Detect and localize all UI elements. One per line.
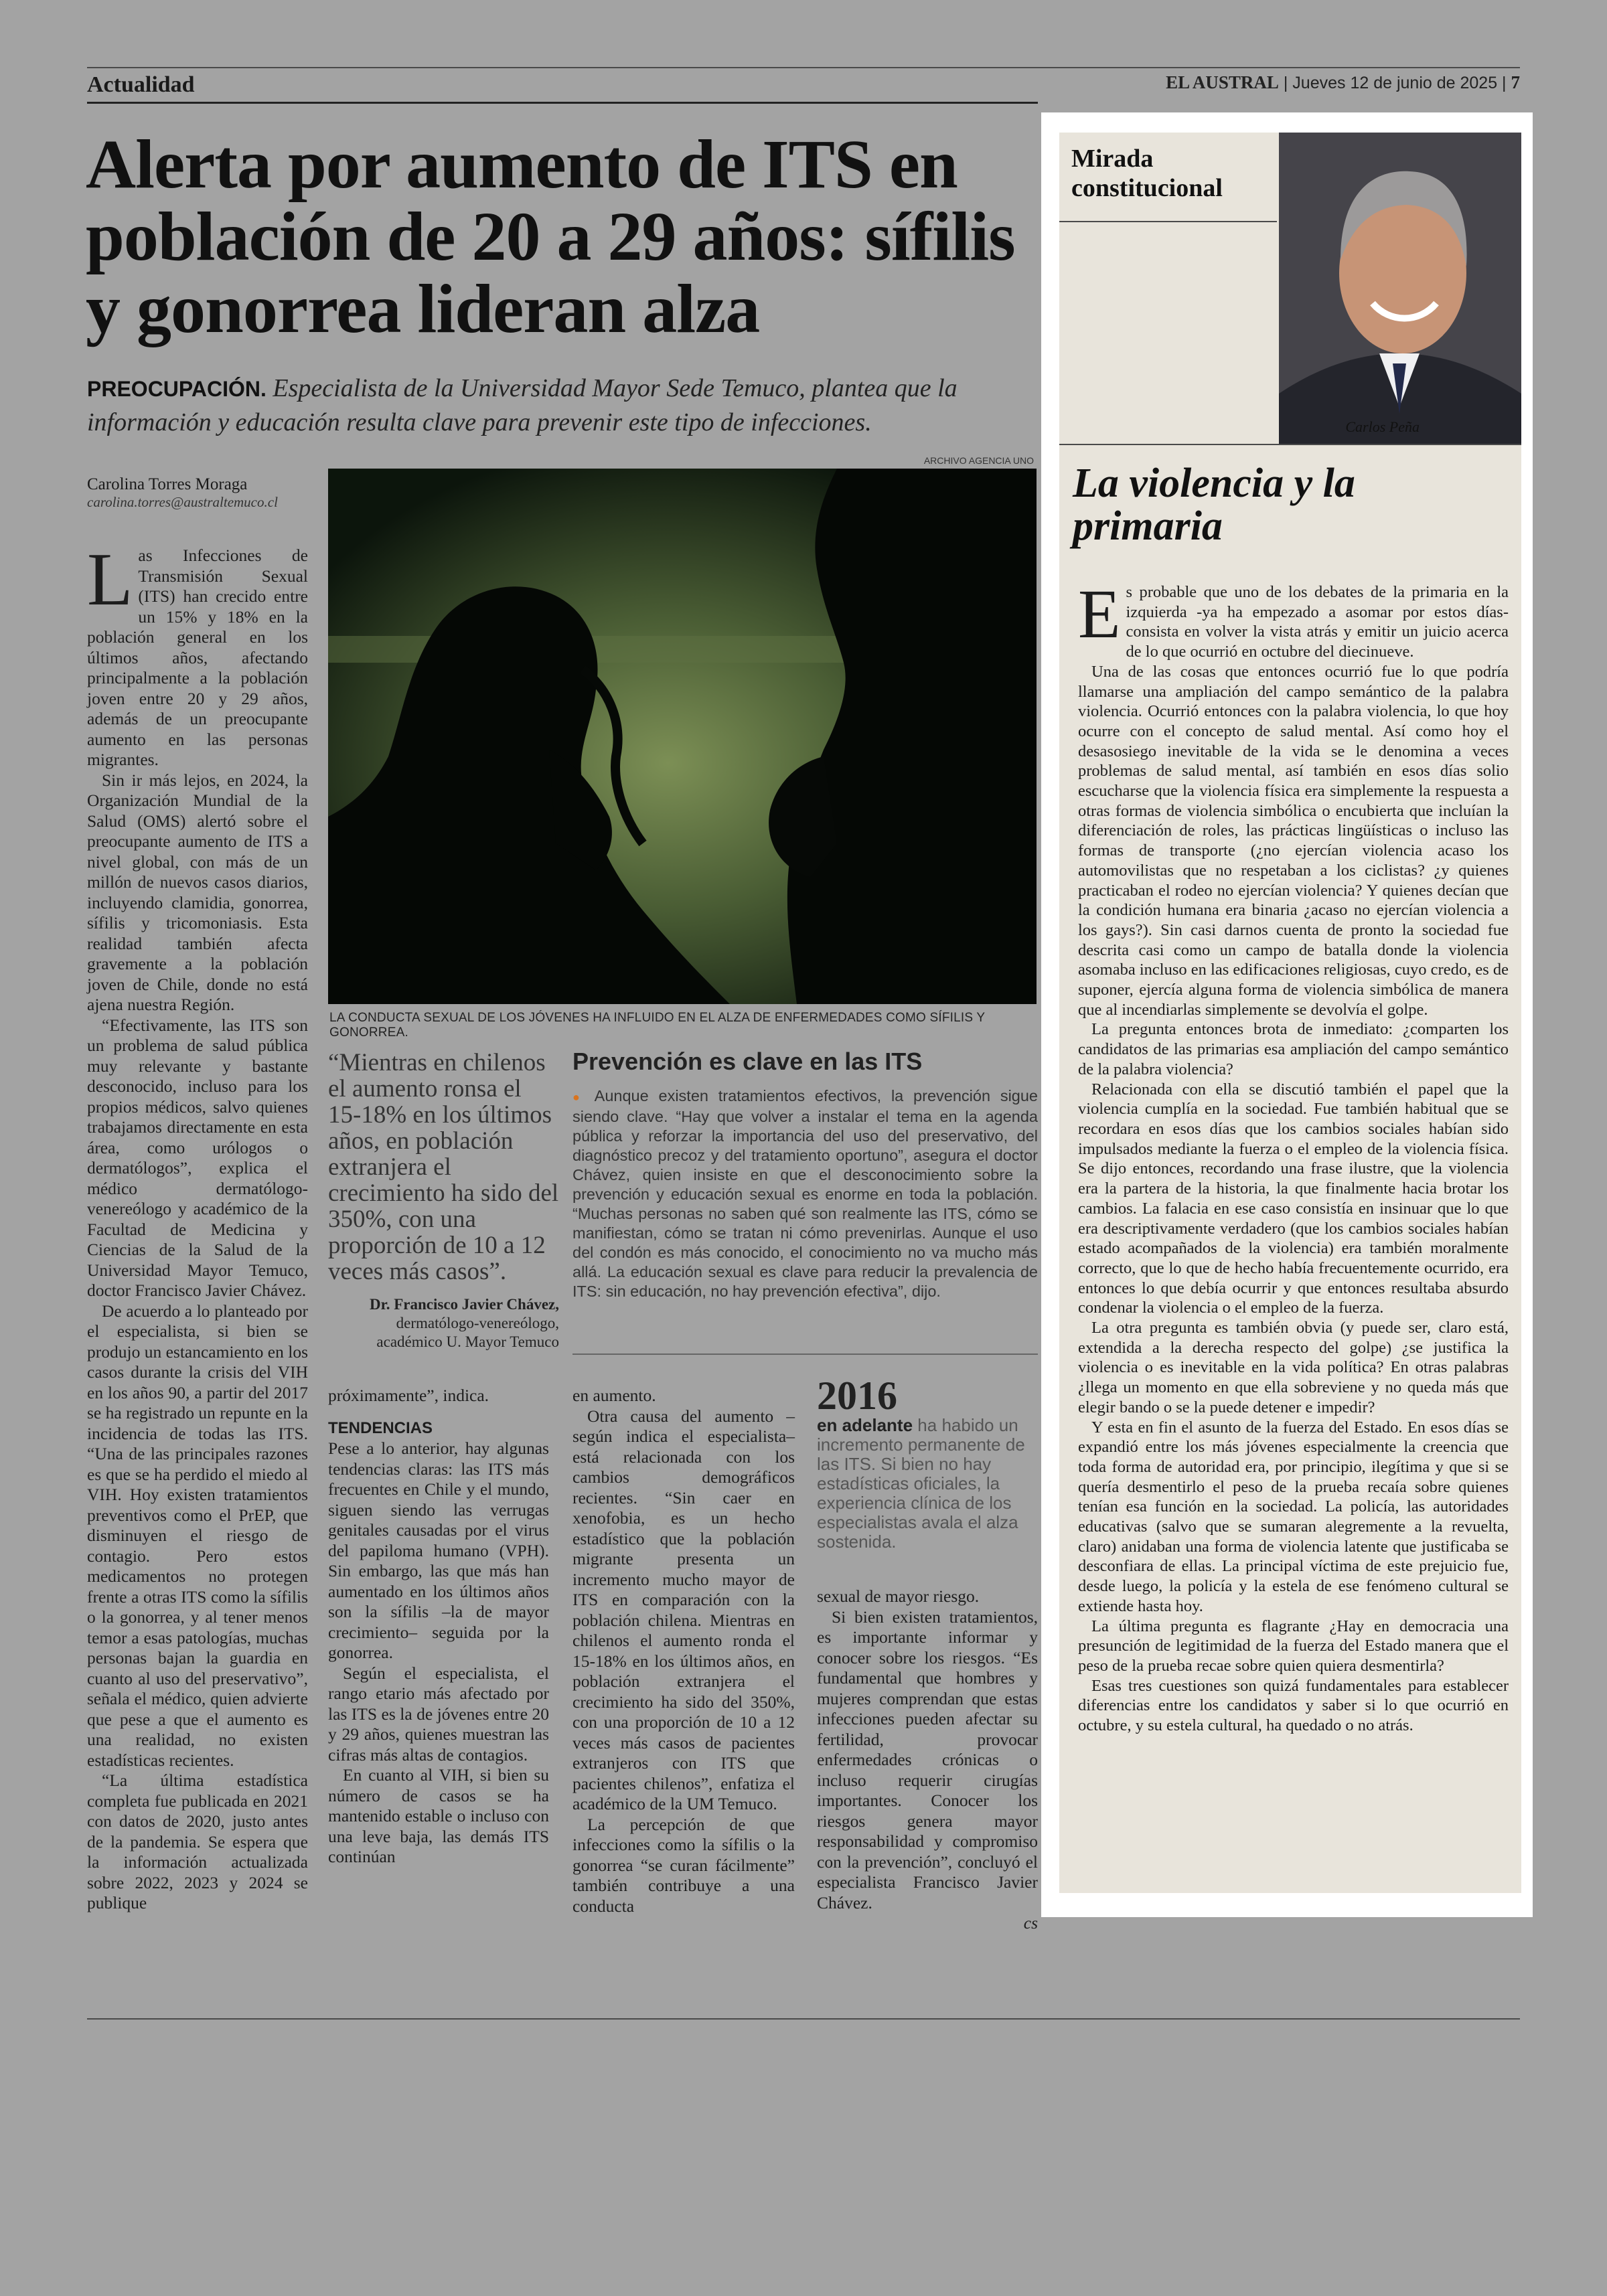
top-rule [87,67,1520,68]
sidebar-rule [1059,444,1521,445]
article-paragraph: “Efectivamente, las ITS son un problema de salud pública muy relevante y bastante desconocido, incluso para los propios médicos, salvo quienes trabajamos directamente en esta área, como urólogos o dermatólogos”, explica el médico dermatólogo-venereólogo y académico de la Facultad de Medicina y Ciencias de la Salud de la Universidad Mayor Temuco, doctor Francisco Javier Chávez. [87,1015,308,1300]
deck-kicker: PREOCUPACIÓN. [87,377,266,401]
header-rule [87,102,1038,104]
article-paragraph: En cuanto al VIH, si bien su número de casos se ha mantenido estable o incluso con una leve baja, las demás ITS continúan [328,1765,549,1866]
opinion-paragraph: La pregunta entonces brota de inmediato: ¿comparten los candidatos de las primarias esa ampliación del campo semántico de la palabra violencia? [1078,1020,1509,1078]
stat-text: en adelante ha habido un incremento permanente de las ITS. Si bien no hay estadísticas oficiales, la experiencia clínica de los especialistas avala el alza sostenida. [817,1415,1025,1552]
pull-quote-attribution [328,1295,559,1351]
prevention-box [572,1048,1038,1301]
opinion-paragraph: Relacionada con ella se discutió también el papel que la violencia cumplía en la sociedad. Fue también habitual que se recordara en esos días que los cambios sociales habían sido impulsados mediante la fuerza o el empleo de la violencia física. Se dijo entonces, recordando una frase ilustre, que la violencia era la partera de la historia, la que finalmente hacia brotar los cambios. La falacia en ese caso consistía en insinuar que lo que era descriptivamente verdadero (que los cambios sociales habían estado acompañados de la violencia) era también moralmente correcto, que lo que de hecho había frecuentemente ocurrido, era entonces lo que debía ocurrir y que entonces resultaba absurdo condenar la violencia o el empleo de la fuerza. [1078,1080,1509,1317]
article-paragraph: De acuerdo a lo planteado por el especialista, si bien se produjo un estancamiento en los casos durante la crisis del VIH en los años 90, a partir del 2017 se ha registrado un repunte en la incidencia de todas las ITS. “Una de las principales razones es que se ha perdido el miedo al VIH. Hoy existen tratamientos preventivos como el PrEP, que disminuyen el riesgo de contagio. Pero estos medicamentos no protegen frente a otras ITS como la sífilis o la gonorrea, y al tener menos temor a esas patologías, muchas personas bajan la guardia en cuanto al uso del preservativo”, señala el médico, quien advierte que pese a que el aumento es una realidad, no existen estadísticas recientes. [87,1301,309,1770]
pull-quote: “Mientras en chilenos el aumento ronsa el 15-18% en los últimos años, en población extranjera el crecimiento ha sido del 350%, con una proporción de 10 a 12 veces más casos”. [328,1049,559,1285]
label-rule [1059,221,1277,222]
column-label: Mirada constitucional [1071,145,1223,202]
article-column-4 [817,1586,1038,1934]
opinion-text [1078,576,1509,1736]
deck [87,372,1045,439]
box-title: Prevención es clave en las ITS [572,1048,923,1075]
masthead [1166,72,1520,93]
stat-box [817,1376,1038,1552]
end-mark: cs [1023,1913,1038,1933]
silhouette-photo [328,469,1037,1004]
section-label: Actualidad [87,72,195,97]
article-paragraph: sexual de mayor riesgo. [817,1586,980,1606]
article-column-2 [328,1386,549,1868]
opinion-paragraph: La otra pregunta es también obvia (y puede ser, claro está, extendida a la derecha respecto del golpe) ¿se justifica la violencia o es inevitable en la vida política? En otras palabras ¿llega un momento en que ella sobreviene y no queda más que elegir bando o se la puede detener e impedir? [1078,1319,1509,1416]
subhead: TENDENCIAS [328,1418,433,1437]
box-rule [572,1354,1038,1355]
portrait-illustration [1279,133,1521,444]
columnist-photo [1279,133,1521,444]
article-paragraph: Sin ir más lejos, en 2024, la Organización Mundial de la Salud (OMS) alertó sobre el preocupante aumento de ITS a nivel global, con más de un millón de nuevos casos diarios, incluyendo clamidia, gonorrea, sífilis y tricomoniasis. Esta realidad también afecta gravemente a la población joven de Chile, donde no está ajena nuestra Región. [87,770,308,1014]
paper-name: EL AUSTRAL [1166,72,1279,92]
opinion-paragraph: Esas tres cuestiones son quizá fundamentales para establecer diferencias entre los candidatos y saber si lo que ocurrió en octubre, y su estela cultural, ha quedado o no atrás. [1078,1676,1509,1735]
issue-date: | Jueves 12 de junio de 2025 | [1283,74,1507,92]
article-paragraph: Otra causa del aumento –según indica el especialista– está relacionada con los cambios demográficos recientes. “Sin caer en xenofobia, es un hecho estadístico que la población migrante presenta un incremento mucho mayor de ITS en comparación con la población chilena. Mientras en chilenos el aumento ronda el 15-18% en los últimos años, en población extranjera el crecimiento ha sido del 350%, con una proporción de 10 a 12 veces más casos de pacientes extranjeros con ITS que pacientes chilenos”, enfatiza el académico de la UM Temuco. [572,1406,795,1813]
article-column-3 [572,1386,795,1916]
article-paragraph: Según el especialista, el rango etario más afectado por las ITS es la de jóvenes entre 20 y 29 años, quienes muestran las cifras más altas de contagios. [328,1663,549,1765]
article-paragraph: La percepción de que infecciones como la sífilis o la gonorrea “se curan fácilmente” también contribuye a una conducta [572,1814,795,1916]
opinion-paragraph: Una de las cosas que entonces ocurrió fue lo que podría llamarse una ampliación del campo semántico de la palabra violencia. Ocurrió entonces con la palabra violencia, lo que hoy ocurre con el concepto de salud mental. Así como hoy el desasosiego inevitable de la vida se le denomina a veces problemas de salud mental, así también en esos días solio escucharse que la violencia física era simplemente la respuesta a otras formas de violencia simbólica o encubierta que incluían la diferenciación de roles, las prácticas lingüísticas o incluso las formas de transporte (¿no ejercían violencia acaso los automovilistas que no respetaban a los ciclistas? ¿y quienes practicaban el rodeo no ejercían violencia? Y quienes decían que la condición humana era binaria ¿acaso no ejercían violencia a los gays?). Sin casi darnos cuenta de pronto la sociedad fue descrita casi como un campo de batalla donde la violencia asomaba incluso en las edificaciones religiosas, cuyo credo, es de suponer, ejercía alguna forma de violencia simbólica de manera que al incendiarlas simplemente se devolvía el golpe. [1078,662,1509,1019]
photo-credit: ARCHIVO AGENCIA UNO [923,455,1034,466]
headline: Alerta por aumento de ITS en población de 20 a 29 años: sífilis y gonorrea lideran alza [86,126,1015,347]
author-name: Carolina Torres Moraga [87,475,248,493]
article-column-1 [87,538,309,1914]
page-number: 7 [1511,72,1520,92]
pull-quote-role: académico U. Mayor Temuco [376,1333,559,1350]
bottom-rule [87,2018,1520,2020]
article-paragraph: próximamente”, indica. [328,1386,489,1405]
columnist-name: Carlos Peña [1345,418,1420,435]
opinion-title: La violencia y la primaria [1073,461,1355,549]
box-text: ● Aunque existen tratamientos efectivos, la prevención sigue siendo clave. “Hay que volver a instalar el tema en la agenda pública y reforzar la importancia del uso del preservativo, del diagnóstico precoz y del tratamiento oportuno”, asegura el doctor Chávez, quien insiste en que el desconocimiento sobre la prevención y educación sexual es enorme en toda la población. “Muchas personas no saben qué son realmente las ITS, cómo se manifiestan, cómo se tratan ni cómo prevenirlas. Aunque el uso del condón es más conocido, el conocimiento no va mucho más allá. La educación sexual es clave para reducir la prevalencia de ITS: sin educación, no hay prevención efectiva”, dijo. [572,1087,1038,1300]
opinion-paragraph: La última pregunta es flagrante ¿Hay en democracia una presunción de legitimidad de la fuerza del Estado manera que el peso de la prueba recae sobre quien quiera desmentirla? [1078,1617,1509,1675]
drop-cap: E [1078,576,1121,653]
article-paragraph: “La última estadística completa fue publicada en 2021 con datos de 2020, justo antes de la pandemia. Se espera que la información actualizada sobre 2022, 2023 y 2024 se publique [87,1771,308,1912]
author-email: carolina.torres@australtemuco.cl [87,494,278,510]
drop-cap: L [87,538,133,621]
byline [87,475,278,511]
article-photo [328,469,1037,1004]
pull-quote-role: dermatólogo-venereólogo, [396,1315,559,1331]
deck-text: Especialista de la Universidad Mayor Sede Temuco, plantea que la información y educación resulta clave para prevenir este tipo de infecciones. [87,374,958,436]
article-paragraph: Pese a lo anterior, hay algunas tendencias claras: las ITS más frecuentes en Chile y el mundo, siguen siendo las verrugas genitales causadas por el virus del papiloma humano (VPH). Sin embargo, las que más han aumentado en los últimos años son la sífilis –la de mayor crecimiento– seguida por la gonorrea. [328,1439,549,1662]
article-paragraph: Las Infecciones de Transmisión Sexual (ITS) han crecido entre un 15% y 18% en la población general en los últimos años, afectando principalmente a la población joven entre 20 y 29 años, además de un preocupante aumento en las personas migrantes. [87,538,308,769]
bullet-icon: ● [572,1090,586,1104]
article-paragraph: en aumento. [572,1386,656,1405]
pull-quote-author: Dr. Francisco Javier Chávez, [370,1296,559,1313]
article-paragraph: Si bien existen tratamientos, es importante informar y conocer sobre los riesgos. “Es fundamental que hombres y mujeres comprendan que estas infecciones pueden afectar su fertilidad, provocar enfermedades crónicas o incluso requerir cirugías importantes. Conocer los riesgos genera mayor responsabilidad y compromiso con la prevención”, concluyó el especialista Francisco Javier Chávez. [817,1607,1038,1912]
stat-number: 2016 [817,1374,897,1418]
opinion-paragraph: Y esta en fin el asunto de la fuerza del Estado. En esos días se expandió entre los más jóvenes especialmente la creencia que toda forma de autoridad era, por principio, ilegítima y que si se quería desmentirlo el peso de la prueba recaía sobre quienes tenían esa función en la sociedad. La policía, las autoridades educativas (salvo que se sumaran alegremente a la revuelta, claro) anidaban una forma de violencia latente que justificaba se desconfiara de ellas. La principal víctima de este prejuicio fue, desde luego, la policía y la estela de ese fenómeno cultural se extiende hasta hoy. [1078,1418,1509,1615]
opinion-paragraph: Es probable que uno de los debates de la primaria en la izquierda -ya ha empezado a asomar por estos días- consista en volver la vista atrás y emitir un juicio acerca de lo que ocurrió en octubre del diecinueve. [1078,576,1509,661]
photo-caption: LA CONDUCTA SEXUAL DE LOS JÓVENES HA INFLUIDO EN EL ALZA DE ENFERMEDADES COMO SÍFILIS Y GONORREA. [329,1011,985,1040]
